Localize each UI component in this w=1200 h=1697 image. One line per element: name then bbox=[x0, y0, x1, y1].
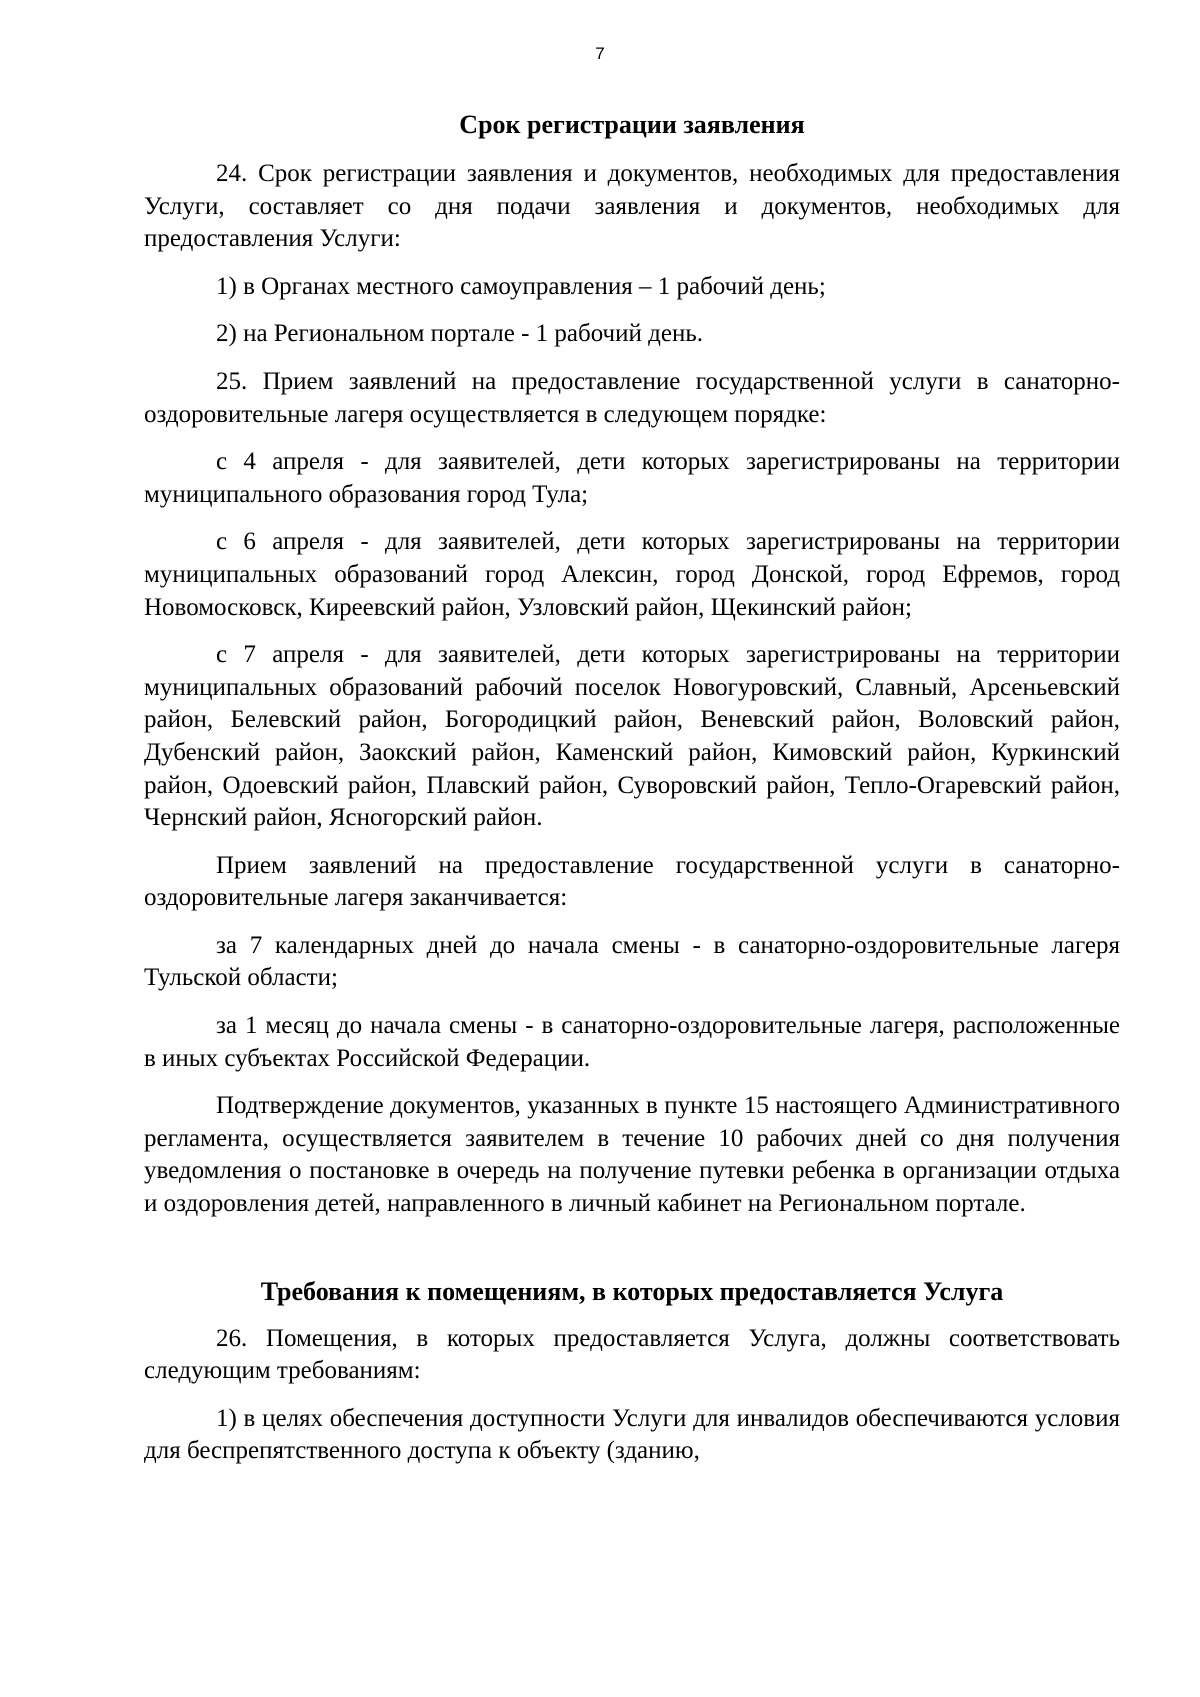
schedule-april-7: с 7 апреля - для заявителей, дети которых зарегистрированы на территории муниципальных образований рабочий поселок Новогуровский, Славный, Арсеньевский район, Белевский район, Богородицкий район, Веневский район, Воловский район, Дубенский район, Заокский район, Каменский район, Кимовский район, Куркинский район, Одоевский район, Плавский район, Суворовский район, Тепло-Огаревский район, Чернский район, Ясногорский район. bbox=[144, 641, 1120, 832]
paragraph-confirmation: Подтверждение документов, указанных в пункте 15 настоящего Административного регламента, осуществляется заявителем в течение 10 рабочих дней со дня получения уведомления о постановке в очередь на получение путевки ребенка в организации отдыха и оздоровления детей, направленного в личный кабинет на Региональном портале. bbox=[144, 1092, 1120, 1218]
section-heading-premises-requirements: Требования к помещениям, в которых предоставляется Услуга bbox=[260, 1276, 1004, 1306]
schedule-april-4: с 4 апреля - для заявителей, дети которых зарегистрированы на территории муниципального образования город Тула; bbox=[144, 448, 1120, 508]
section-heading-registration-term: Срок регистрации заявления bbox=[459, 110, 805, 139]
deadline-other-regions: за 1 месяц до начала смены - в санаторно-оздоровительные лагеря, расположенные в иных субъектах Российской Федерации. bbox=[144, 1012, 1120, 1072]
list-item-accessibility: 1) в целях обеспечения доступности Услуги для инвалидов обеспечиваются условия для беспрепятственного доступа к объекту (зданию, bbox=[144, 1404, 1120, 1465]
document-body bbox=[144, 108, 1120, 1468]
list-item-1: 1) в Органах местного самоуправления – 1 рабочий день; bbox=[216, 272, 826, 300]
deadline-tula-region: за 7 календарных дней до начала смены - в санаторно-оздоровительные лагеря Тульской области; bbox=[144, 931, 1120, 992]
list-item-2: 2) на Региональном портале - 1 рабочий день. bbox=[216, 320, 703, 348]
page-number: 7 bbox=[595, 44, 605, 63]
paragraph-25: 25. Прием заявлений на предоставление государственной услуги в санаторно-оздоровительные лагеря осуществляется в следующем порядке: bbox=[144, 367, 1120, 428]
paragraph-intake-ends: Прием заявлений на предоставление государственной услуги в санаторно-оздоровительные лагеря заканчивается: bbox=[144, 851, 1120, 912]
paragraph-26: 26. Помещения, в которых предоставляется Услуга, должны соответствовать следующим требованиям: bbox=[144, 1324, 1120, 1385]
schedule-april-6: с 6 апреля - для заявителей, дети которых зарегистрированы на территории муниципальных образований город Алексин, город Донской, город Ефремов, город Новомосковск, Киреевский район, Узловский район, Щекинский район; bbox=[144, 528, 1120, 621]
paragraph-24: 24. Срок регистрации заявления и документов, необходимых для предоставления Услуги, составляет со дня подачи заявления и документов, необходимых для предоставления Услуги: bbox=[144, 160, 1120, 253]
